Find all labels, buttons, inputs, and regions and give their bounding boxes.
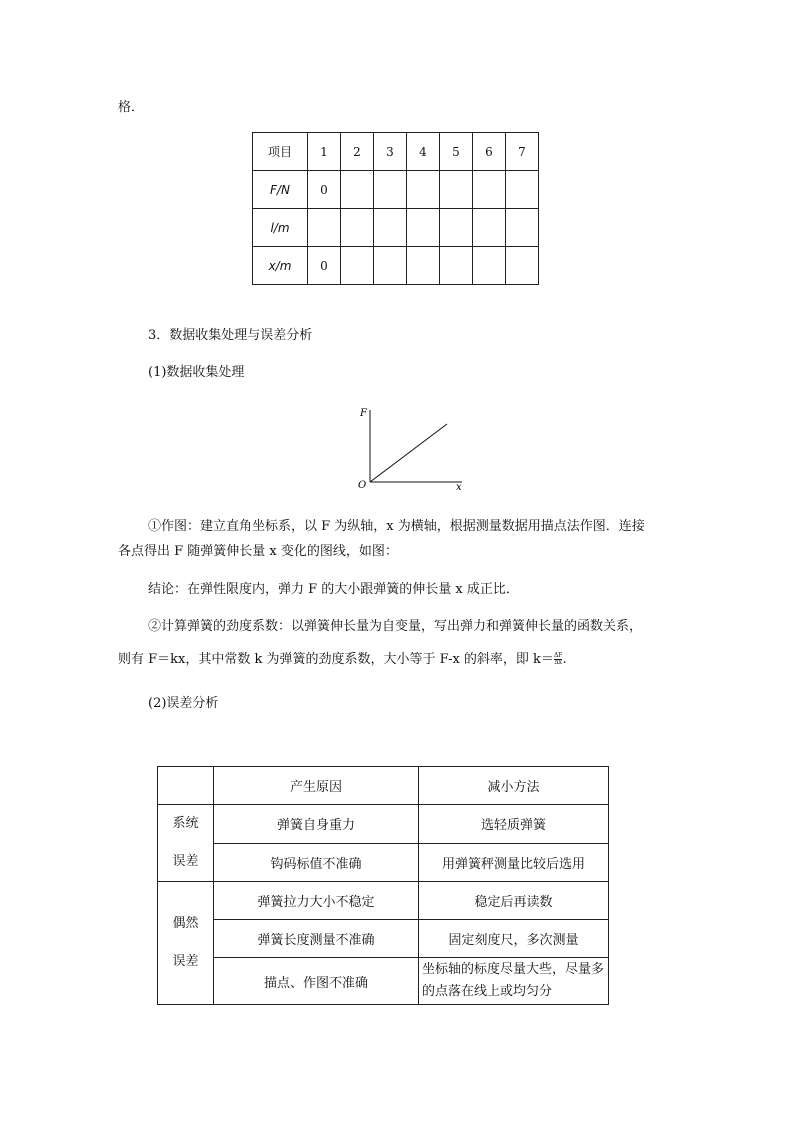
table-header-row	[158, 767, 609, 805]
paragraph-line: ②计算弹簧的劲度系数：以弹簧伸长量为自变量，写出弹力和弹簧伸长量的函数关系，	[148, 619, 643, 634]
table-header-cell: 2	[341, 133, 374, 171]
fraction-denominator: Δx	[554, 659, 563, 666]
x-axis-label: x	[456, 482, 462, 493]
paragraph-line: ①作图：建立直角坐标系，以 F 为纵轴，x 为横轴，根据测量数据用描点法作图．连接	[148, 519, 645, 534]
method-cell: 选轻质弹簧	[419, 805, 609, 844]
table-cell	[506, 209, 539, 247]
table-cell	[374, 171, 407, 209]
table-header-cell: 减小方法	[419, 767, 609, 805]
method-cell: 稳定后再读数	[419, 882, 609, 920]
table-cell	[440, 171, 473, 209]
proportional-line	[370, 424, 447, 482]
label-part: 误差	[172, 954, 199, 969]
table-cell	[341, 247, 374, 285]
table-header-cell: 3	[374, 133, 407, 171]
table-header-cell: 7	[506, 133, 539, 171]
section-title: 3．数据收集处理与误差分析	[148, 328, 313, 343]
label-part: 误差	[172, 854, 199, 869]
force-extension-graph	[352, 402, 472, 494]
table-cell	[473, 171, 506, 209]
table-row	[158, 882, 609, 920]
subsection-title: (1)数据收集处理	[148, 365, 245, 380]
table-header-cell: 产生原因	[214, 767, 419, 805]
table-cell	[506, 171, 539, 209]
table-cell	[440, 209, 473, 247]
cause-cell: 钩码标值不准确	[214, 843, 419, 882]
table-cell	[374, 247, 407, 285]
table-row	[158, 805, 609, 844]
table-header-cell: 1	[308, 133, 341, 171]
table-cell	[440, 247, 473, 285]
table-header-cell	[158, 767, 214, 805]
table-header-cell: 项目	[253, 133, 308, 171]
table-cell: 0	[308, 171, 341, 209]
random-error-label	[158, 882, 214, 1005]
origin-label: O	[358, 480, 367, 491]
table-cell	[506, 247, 539, 285]
table-cell	[407, 171, 440, 209]
table-row	[253, 209, 539, 247]
row-label: F/N	[253, 171, 308, 209]
table-cell: 0	[308, 247, 341, 285]
table-cell	[407, 209, 440, 247]
row-label: l/m	[253, 209, 308, 247]
period: .	[562, 652, 567, 667]
table-cell	[473, 209, 506, 247]
label-part: 系统	[172, 816, 199, 831]
label-part: 偶然	[172, 916, 199, 931]
y-axis-label: F	[360, 408, 367, 419]
paragraph-line: 则有 F＝kx，其中常数 k 为弹簧的劲度系数，大小等于 F-x 的斜率，即 k＝	[118, 652, 554, 667]
subsection-title: (2)误差分析	[148, 696, 219, 711]
cause-cell: 描点、作图不准确	[214, 958, 419, 1005]
table-header-row	[253, 133, 539, 171]
conclusion-text: 结论：在弹性限度内，弹力 F 的大小跟弹簧的伸长量 x 成正比．	[148, 582, 519, 597]
cause-cell: 弹簧长度测量不准确	[214, 920, 419, 958]
table-cell	[473, 247, 506, 285]
table-row	[158, 920, 609, 958]
table-cell	[341, 171, 374, 209]
table-header-cell: 6	[473, 133, 506, 171]
method-cell: 用弹簧秤测量比较后选用	[419, 843, 609, 882]
table-row	[158, 843, 609, 882]
error-analysis-table	[157, 766, 609, 1005]
fraction-numerator: ΔF	[553, 652, 563, 659]
row-label: x/m	[253, 247, 308, 285]
method-cell: 固定刻度尺，多次测量	[419, 920, 609, 958]
table-header-cell: 5	[440, 133, 473, 171]
top-fragment: 格．	[118, 100, 145, 115]
system-error-label	[158, 805, 214, 882]
table-row	[158, 958, 609, 1005]
table-cell	[341, 209, 374, 247]
cause-cell: 弹簧拉力大小不稳定	[214, 882, 419, 920]
table-row	[253, 247, 539, 285]
table-cell	[374, 209, 407, 247]
formula-line	[118, 650, 567, 670]
table-cell	[407, 247, 440, 285]
paragraph-line: 各点得出 F 随弹簧伸长量 x 变化的图线，如图：	[118, 544, 398, 559]
table-row	[253, 171, 539, 209]
table-header-cell: 4	[407, 133, 440, 171]
method-cell: 坐标轴的标度尽量大些，尽量多的点落在线上或均匀分	[419, 958, 609, 1005]
measurement-table	[252, 132, 539, 285]
table-cell	[308, 209, 341, 247]
cause-cell: 弹簧自身重力	[214, 805, 419, 844]
